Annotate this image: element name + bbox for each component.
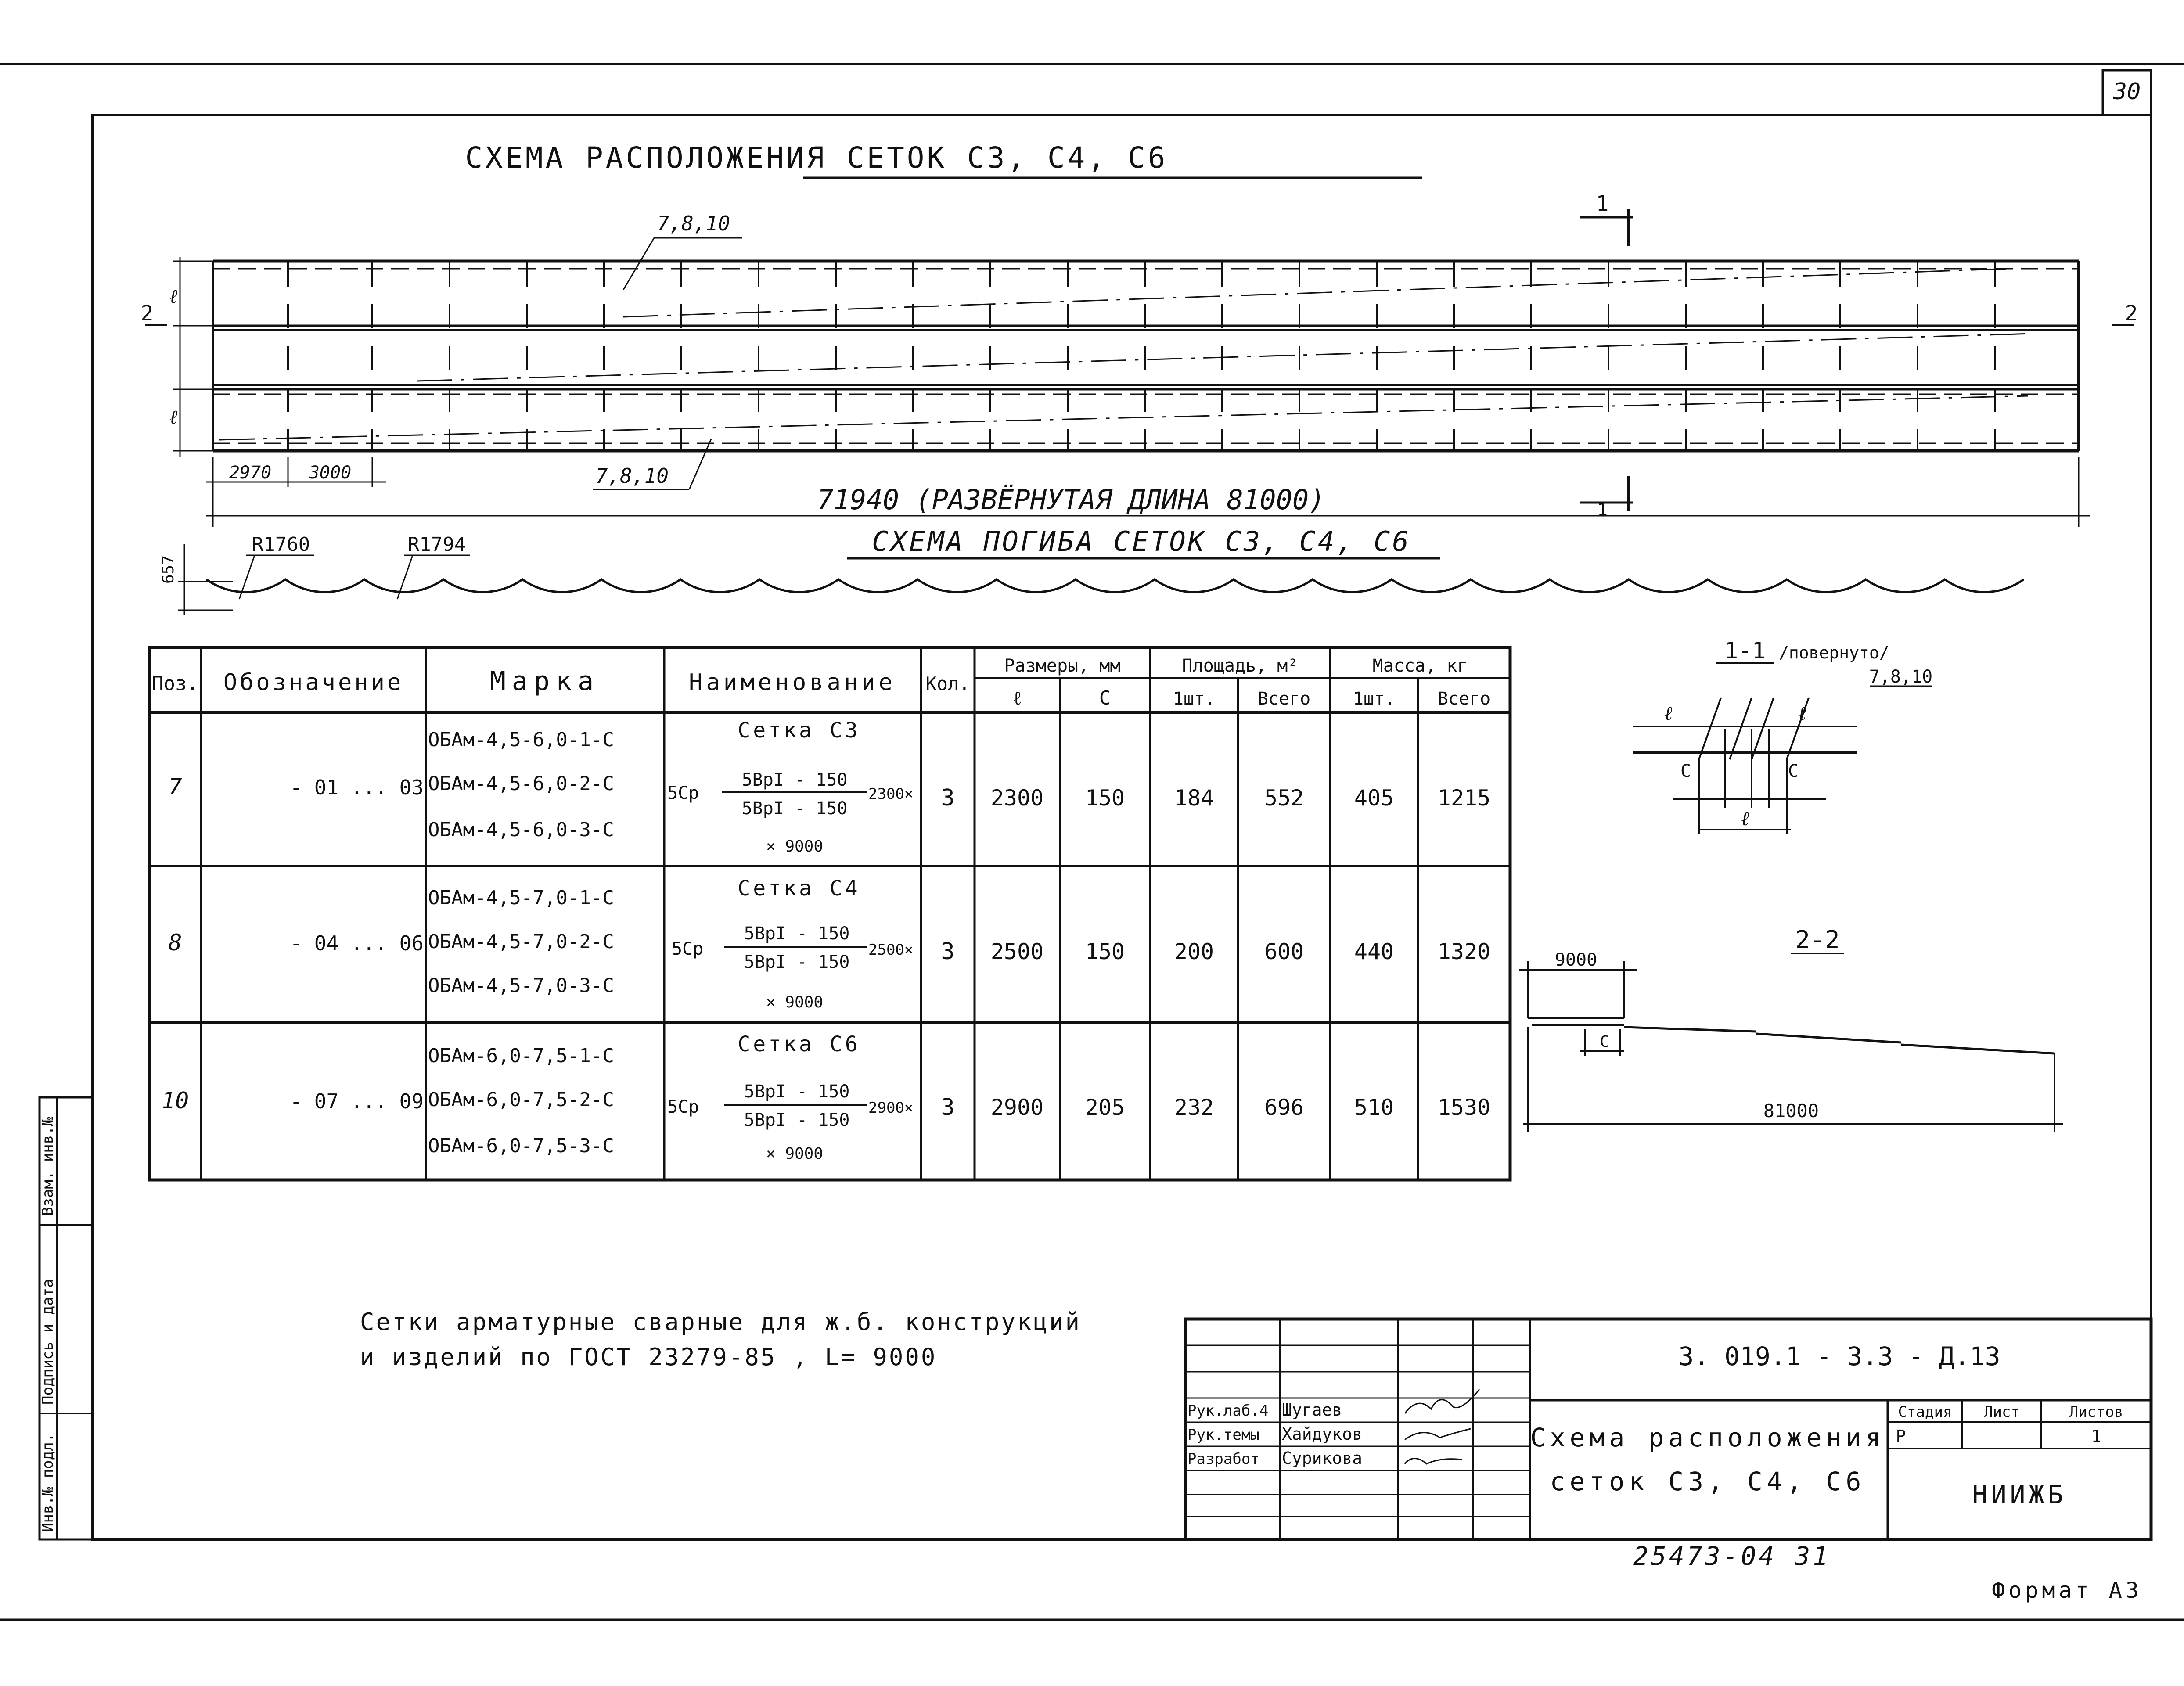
cell-name-denominator: 5ВрI - 150 xyxy=(744,952,850,972)
cell-name-title: Сетка С3 xyxy=(738,718,860,743)
mesh-grid-verticals xyxy=(288,262,1995,449)
cell-qty: 3 xyxy=(941,785,955,811)
dim-3000: 3000 xyxy=(309,463,352,483)
stamp-name-1: Шугаев xyxy=(1282,1400,1342,1420)
dim-2970: 2970 xyxy=(229,463,272,483)
cell-name-width: 2500× xyxy=(868,941,914,959)
archive-number: 25473-04 31 xyxy=(1633,1541,1831,1571)
th-mass: Масса, кг xyxy=(1372,656,1468,676)
section-1-1-l-left: ℓ xyxy=(1664,702,1673,725)
stamp-name-2: Хайдуков xyxy=(1282,1424,1363,1444)
cell-name-length: × 9000 xyxy=(766,993,824,1011)
width-l-top: ℓ xyxy=(169,285,178,308)
cell-mass-one: 405 xyxy=(1354,785,1394,811)
side-stamp-sign: Подпись и дата xyxy=(39,1279,57,1405)
cell-name-numerator: 5ВрI - 150 xyxy=(744,1082,850,1102)
th-c: С xyxy=(1099,687,1111,709)
cell-c: 205 xyxy=(1085,1095,1125,1120)
cell-designation: - 01 ... 03 xyxy=(290,776,424,799)
cell-mass-total: 1320 xyxy=(1437,939,1491,964)
section-1-1-l-bottom: ℓ xyxy=(1741,808,1749,830)
th-qty: Кол. xyxy=(925,673,970,694)
side-stamp xyxy=(39,1097,92,1539)
th-sizes: Размеры, мм xyxy=(1004,656,1121,676)
page-number: 30 xyxy=(2113,79,2141,105)
cell-name-numerator: 5ВрI - 150 xyxy=(744,924,850,944)
cell-designation: - 04 ... 06 xyxy=(290,931,424,955)
th-area: Площадь, м² xyxy=(1182,656,1299,676)
cell-mark-2: ОБАм-4,5-6,0-2-С xyxy=(428,773,614,795)
section-1-1-note: /повернуто/ xyxy=(1779,643,1889,662)
side-stamp-inv: Инв.№ подл. xyxy=(39,1433,57,1532)
bend-title: СХЕМА ПОГИБА СЕТОК С3, С4, С6 xyxy=(872,525,1411,557)
cell-pos: 7 xyxy=(168,774,182,800)
th-area-one: 1шт. xyxy=(1173,689,1216,709)
position-label-top: 7,8,10 xyxy=(657,212,730,235)
cell-name-title: Сетка С6 xyxy=(738,1032,860,1057)
stamp-stage-header: Стадия xyxy=(1898,1403,1952,1421)
cell-area-total: 696 xyxy=(1264,1095,1304,1120)
cell-name-width: 2300× xyxy=(868,785,914,803)
cell-mark-3: ОБАм-4,5-7,0-3-С xyxy=(428,974,614,997)
cell-name-length: × 9000 xyxy=(766,1145,824,1163)
cell-mass-one: 440 xyxy=(1354,939,1394,964)
stamp-sheets-value: 1 xyxy=(2091,1427,2101,1446)
stamp-role-3: Разработ xyxy=(1187,1450,1259,1468)
section-1-1-c-right: С xyxy=(1788,761,1799,781)
stamp-organization: НИИЖБ xyxy=(1972,1480,2067,1510)
cell-l: 2900 xyxy=(990,1095,1044,1120)
table-row xyxy=(168,876,1490,1011)
cell-area-total: 600 xyxy=(1264,939,1304,964)
cell-mark-3: ОБАм-6,0-7,5-3-С xyxy=(428,1135,614,1157)
th-designation: Обозначение xyxy=(223,669,404,696)
cell-mass-total: 1530 xyxy=(1437,1095,1491,1120)
cell-name-denominator: 5ВрI - 150 xyxy=(744,1110,850,1130)
cell-l: 2500 xyxy=(990,939,1044,964)
section-1-1-l-right: ℓ xyxy=(1798,702,1806,725)
bend-height: 657 xyxy=(159,555,177,584)
th-mark: Марка xyxy=(489,666,600,697)
cell-pos: 10 xyxy=(161,1088,189,1114)
table-row xyxy=(162,1032,1491,1163)
th-l: ℓ xyxy=(1012,687,1022,709)
cell-c: 150 xyxy=(1085,785,1125,811)
cell-name-prefix: 5Ср xyxy=(667,783,699,803)
th-mass-one: 1шт. xyxy=(1353,689,1396,709)
section-2-right: 2 xyxy=(2125,301,2138,326)
stamp-title-line-1: Схема расположения xyxy=(1530,1423,1885,1452)
section-2-2-9000: 9000 xyxy=(1554,950,1598,970)
section-1-1-pos: 7,8,10 xyxy=(1869,667,1933,687)
cell-qty: 3 xyxy=(941,1094,955,1121)
cell-name-width: 2900× xyxy=(868,1099,914,1117)
section-2-2-title: 2-2 xyxy=(1795,926,1840,954)
width-l-bottom: ℓ xyxy=(169,406,178,428)
stamp-role-1: Рук.лаб.4 xyxy=(1187,1402,1269,1420)
table-row xyxy=(168,718,1490,856)
th-area-total: Всего xyxy=(1257,689,1311,709)
cell-mark-1: ОБАм-4,5-6,0-1-С xyxy=(428,729,614,751)
bend-radius-1: R1760 xyxy=(252,533,310,556)
section-1-bottom: 1 xyxy=(1597,500,1608,520)
cell-mark-2: ОБАм-4,5-7,0-2-С xyxy=(428,931,614,953)
cell-c: 150 xyxy=(1085,939,1125,964)
cell-mass-one: 510 xyxy=(1354,1095,1394,1120)
cell-area-one: 184 xyxy=(1174,785,1214,811)
section-1-top: 1 xyxy=(1596,191,1609,216)
stamp-role-2: Рук.темы xyxy=(1187,1426,1259,1444)
cell-name-numerator: 5ВрI - 150 xyxy=(741,770,848,790)
mesh-layout-plan xyxy=(145,209,2134,527)
paper-format: Формат А3 xyxy=(1992,1578,2142,1603)
stamp-title-line-2: сеток С3, С4, С6 xyxy=(1550,1467,1866,1496)
th-pos: Поз. xyxy=(152,672,198,695)
cell-area-one: 200 xyxy=(1174,939,1214,964)
side-stamp-replace: Взам. инв.№ xyxy=(39,1117,57,1216)
section-2-left: 2 xyxy=(140,301,154,326)
stamp-name-3: Сурикова xyxy=(1282,1449,1363,1468)
overall-length: 71940 (РАЗВЁРНУТАЯ ДЛИНА 81000) xyxy=(817,484,1325,516)
cell-pos: 8 xyxy=(168,930,182,956)
bend-radius-2: R1794 xyxy=(407,533,466,556)
cell-mark-1: ОБАм-6,0-7,5-1-С xyxy=(428,1045,614,1067)
cell-area-total: 552 xyxy=(1264,785,1304,811)
cell-mark-1: ОБАм-4,5-7,0-1-С xyxy=(428,887,614,909)
cell-l: 2300 xyxy=(990,785,1044,811)
cell-designation: - 07 ... 09 xyxy=(290,1089,424,1113)
th-name: Наименование xyxy=(689,669,896,696)
cell-mark-3: ОБАм-4,5-6,0-3-С xyxy=(428,819,614,841)
th-mass-total: Всего xyxy=(1437,689,1491,709)
stamp-sheet-header: Лист xyxy=(1984,1403,2020,1421)
section-1-1-c-left: С xyxy=(1680,761,1691,781)
cell-name-prefix: 5Ср xyxy=(672,939,704,959)
cell-name-prefix: 5Ср xyxy=(667,1097,699,1117)
section-2-2-c: С xyxy=(1600,1033,1609,1051)
cell-name-title: Сетка С4 xyxy=(738,876,860,901)
cell-qty: 3 xyxy=(941,938,955,965)
section-2-2-81000: 81000 xyxy=(1763,1100,1819,1122)
note-line-2: и изделий по ГОСТ 23279-85 , L= 9000 xyxy=(360,1343,937,1371)
stamp-sheets-header: Листов xyxy=(2069,1403,2123,1421)
note-line-1: Сетки арматурные сварные для ж.б. конструкций xyxy=(360,1308,1081,1336)
cell-mark-2: ОБАм-6,0-7,5-2-С xyxy=(428,1089,614,1111)
bend-wave-profile xyxy=(206,579,2024,592)
cell-area-one: 232 xyxy=(1174,1095,1214,1120)
drawing-code: 3. 019.1 - 3.3 - Д.13 xyxy=(1678,1341,2001,1371)
position-label-bottom: 7,8,10 xyxy=(595,464,669,488)
cell-mass-total: 1215 xyxy=(1437,785,1491,811)
section-1-1-title: 1-1 xyxy=(1724,638,1766,664)
stamp-stage-value: Р xyxy=(1896,1427,1906,1446)
cell-name-denominator: 5ВрI - 150 xyxy=(741,798,848,819)
cell-name-length: × 9000 xyxy=(766,838,824,856)
main-title: СХЕМА РАСПОЛОЖЕНИЯ СЕТОК С3, С4, С6 xyxy=(465,141,1168,175)
signatures xyxy=(1405,1389,1479,1464)
